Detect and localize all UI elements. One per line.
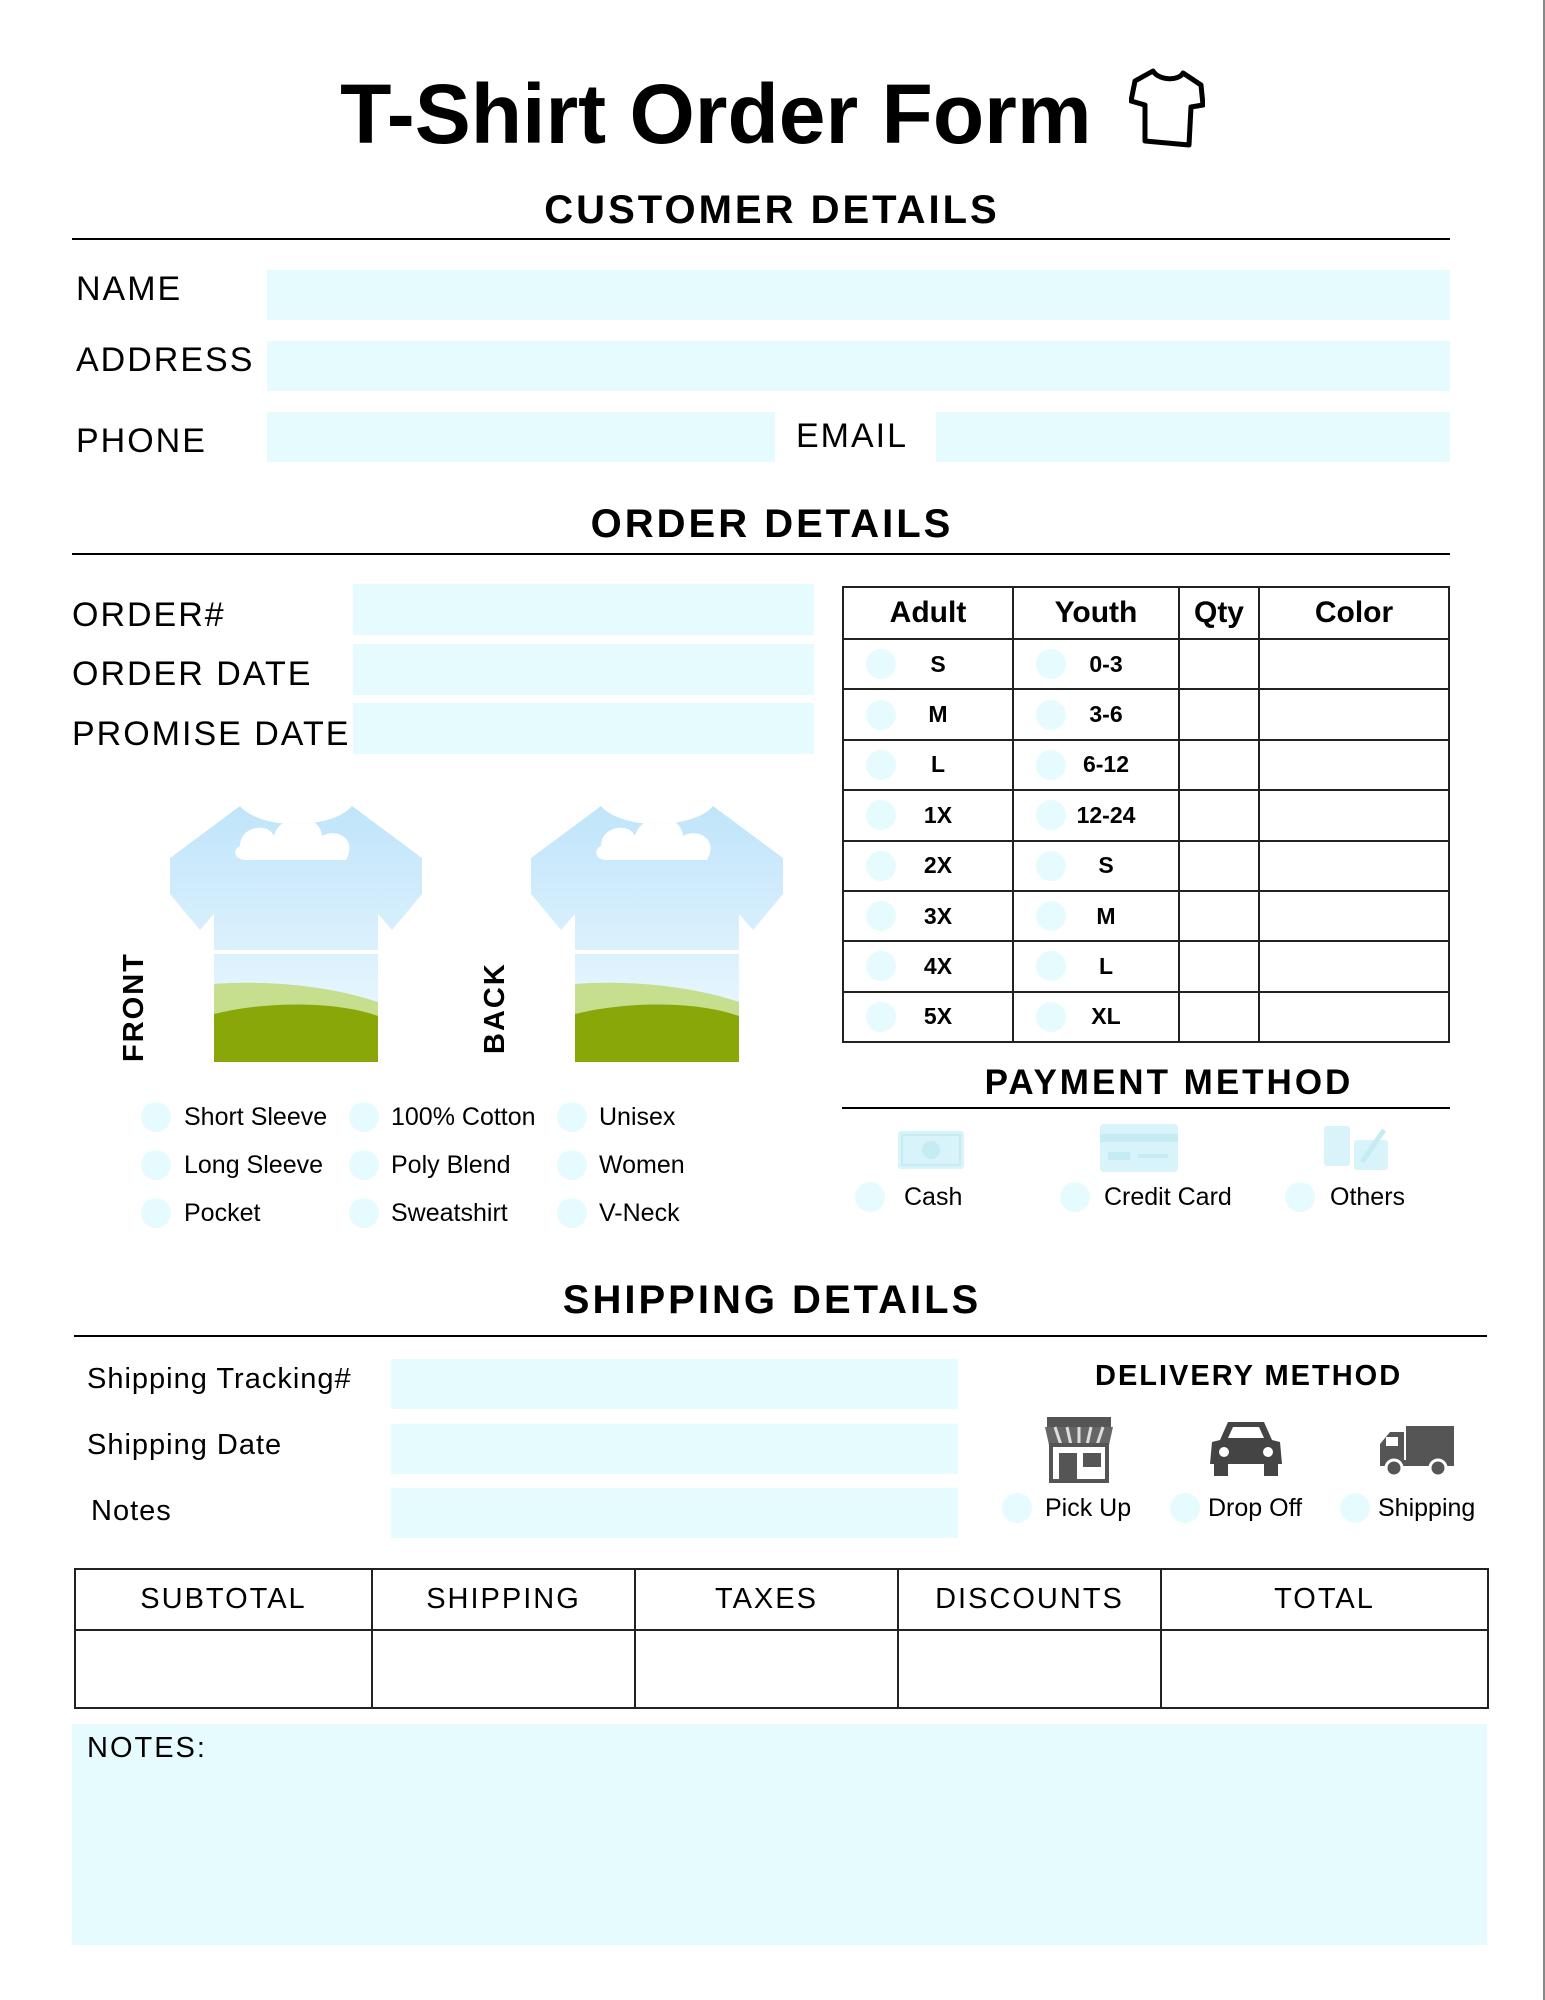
tshirt-icon [1129, 67, 1205, 149]
tracking-input[interactable] [391, 1359, 958, 1409]
adult-header: Adult [843, 587, 1013, 639]
adult-size-cell [843, 891, 1013, 941]
name-label: NAME [76, 270, 183, 308]
shipping-divider [74, 1335, 1487, 1337]
youth-size-radio[interactable] [1036, 901, 1066, 931]
adult-size-cell [843, 941, 1013, 991]
color-cell[interactable] [1259, 941, 1449, 991]
women-label: Women [599, 1151, 685, 1179]
pocket-label: Pocket [184, 1199, 261, 1227]
adult-size-label: 2X [923, 852, 953, 879]
page-title [0, 66, 1545, 163]
customer-details-heading: CUSTOMER DETAILS [544, 188, 1000, 232]
size-row [843, 891, 1449, 941]
adult-size-label: 1X [923, 801, 953, 828]
qty-cell[interactable] [1179, 790, 1259, 840]
women-radio[interactable] [557, 1150, 587, 1180]
qty-cell[interactable] [1179, 941, 1259, 991]
qty-cell[interactable] [1179, 841, 1259, 891]
discounts-header: DISCOUNTS [898, 1569, 1161, 1630]
subtotal-cell[interactable] [75, 1630, 372, 1708]
car-icon [1206, 1416, 1286, 1480]
youth-size-label: 0-3 [1089, 650, 1123, 677]
discounts-cell[interactable] [898, 1630, 1161, 1708]
youth-size-cell [1013, 689, 1179, 739]
qty-cell[interactable] [1179, 740, 1259, 790]
order-divider [72, 553, 1450, 555]
youth-size-radio[interactable] [1036, 1002, 1066, 1032]
address-input[interactable] [267, 341, 1450, 391]
pick-up-radio[interactable] [1002, 1493, 1032, 1523]
youth-size-cell [1013, 891, 1179, 941]
phone-input[interactable] [267, 412, 775, 462]
adult-size-cell [843, 740, 1013, 790]
back-label: BACK [479, 962, 511, 1054]
shipping-radio[interactable] [1340, 1493, 1370, 1523]
notes-area[interactable] [72, 1724, 1487, 1945]
youth-size-label: XL [1091, 1003, 1121, 1030]
youth-size-cell [1013, 639, 1179, 689]
cash-radio[interactable] [855, 1182, 885, 1212]
cotton-radio[interactable] [349, 1102, 379, 1132]
store-icon [1043, 1415, 1115, 1483]
youth-size-label: L [1098, 952, 1114, 979]
shipping-notes-input[interactable] [391, 1488, 958, 1538]
youth-size-cell [1013, 740, 1179, 790]
color-cell[interactable] [1259, 790, 1449, 840]
youth-size-label: S [1098, 852, 1114, 879]
credit-card-radio[interactable] [1060, 1182, 1090, 1212]
youth-size-label: 3-6 [1089, 701, 1123, 728]
adult-size-cell [843, 841, 1013, 891]
adult-size-label: L [930, 751, 946, 778]
youth-size-radio[interactable] [1036, 851, 1066, 881]
email-input[interactable] [936, 412, 1450, 462]
payment-divider [842, 1107, 1450, 1109]
color-cell[interactable] [1259, 891, 1449, 941]
v-neck-label: V-Neck [599, 1199, 680, 1227]
shipping-date-input[interactable] [391, 1424, 958, 1474]
others-label: Others [1330, 1183, 1406, 1211]
adult-size-cell [843, 790, 1013, 840]
size-row [843, 740, 1449, 790]
youth-size-cell [1013, 992, 1179, 1042]
shipping-label: Shipping [1378, 1494, 1476, 1522]
order-date-input[interactable] [353, 644, 814, 695]
sweatshirt-label: Sweatshirt [391, 1199, 508, 1227]
adult-size-radio[interactable] [866, 649, 896, 679]
adult-size-label: S [930, 650, 946, 677]
adult-size-label: M [928, 701, 948, 728]
front-label: FRONT [118, 952, 150, 1062]
totals-table [74, 1568, 1489, 1709]
qty-cell[interactable] [1179, 689, 1259, 739]
adult-size-cell [843, 639, 1013, 689]
poly-blend-radio[interactable] [349, 1150, 379, 1180]
title-text: T-Shirt Order Form [340, 67, 1092, 161]
pick-up-label: Pick Up [1045, 1494, 1132, 1522]
tracking-label: Shipping Tracking# [87, 1363, 352, 1395]
back-shirt-image [531, 802, 783, 1067]
order-number-label: ORDER# [72, 596, 226, 634]
delivery-method-heading: DELIVERY METHOD [1095, 1360, 1403, 1392]
customer-divider [72, 238, 1450, 240]
short-sleeve-label: Short Sleeve [184, 1103, 328, 1131]
youth-size-radio[interactable] [1036, 700, 1066, 730]
promise-date-input[interactable] [353, 703, 814, 754]
adult-size-radio[interactable] [866, 1002, 896, 1032]
youth-size-radio[interactable] [1036, 649, 1066, 679]
youth-size-cell [1013, 790, 1179, 840]
youth-header: Youth [1013, 587, 1179, 639]
others-payment-icon [1322, 1120, 1392, 1174]
others-radio[interactable] [1285, 1182, 1315, 1212]
order-details-heading: ORDER DETAILS [590, 502, 954, 546]
adult-size-radio[interactable] [866, 901, 896, 931]
sweatshirt-radio[interactable] [349, 1198, 379, 1228]
adult-size-radio[interactable] [866, 750, 896, 780]
cash-icon [896, 1125, 968, 1173]
adult-size-label: 4X [923, 952, 953, 979]
youth-size-label: 12-24 [1076, 801, 1136, 828]
address-label: ADDRESS [76, 341, 255, 379]
adult-size-label: 3X [923, 902, 953, 929]
color-cell[interactable] [1259, 841, 1449, 891]
adult-size-label: 5X [923, 1003, 953, 1030]
order-date-label: ORDER DATE [72, 655, 313, 693]
adult-size-radio[interactable] [866, 951, 896, 981]
youth-size-cell [1013, 841, 1179, 891]
unisex-radio[interactable] [557, 1102, 587, 1132]
color-cell[interactable] [1259, 639, 1449, 689]
pocket-radio[interactable] [141, 1198, 171, 1228]
credit-card-label: Credit Card [1104, 1183, 1232, 1211]
cotton-label: 100% Cotton [391, 1103, 536, 1131]
payment-method-heading: PAYMENT METHOD [984, 1063, 1354, 1102]
truck-icon [1378, 1422, 1456, 1480]
notes-label: NOTES: [87, 1732, 207, 1764]
phone-label: PHONE [76, 422, 207, 460]
size-table [842, 586, 1450, 1043]
adult-size-radio[interactable] [866, 851, 896, 881]
youth-size-label: 6-12 [1082, 751, 1130, 778]
drop-off-radio[interactable] [1170, 1493, 1200, 1523]
qty-cell[interactable] [1179, 992, 1259, 1042]
shipping-cell[interactable] [372, 1630, 635, 1708]
size-row [843, 941, 1449, 991]
shipping-header: SHIPPING [372, 1569, 635, 1630]
size-row [843, 992, 1449, 1042]
name-input[interactable] [267, 270, 1450, 320]
subtotal-header: SUBTOTAL [75, 1569, 372, 1630]
size-row [843, 790, 1449, 840]
shipping-notes-label: Notes [91, 1495, 172, 1527]
long-sleeve-label: Long Sleeve [184, 1151, 324, 1179]
size-row [843, 639, 1449, 689]
taxes-header: TAXES [635, 1569, 898, 1630]
promise-date-label: PROMISE DATE [72, 715, 351, 753]
poly-blend-label: Poly Blend [391, 1151, 511, 1179]
order-number-input[interactable] [353, 584, 814, 635]
cash-label: Cash [904, 1183, 963, 1211]
color-header: Color [1259, 587, 1449, 639]
taxes-cell[interactable] [635, 1630, 898, 1708]
youth-size-cell [1013, 941, 1179, 991]
unisex-label: Unisex [599, 1103, 676, 1131]
color-cell[interactable] [1259, 992, 1449, 1042]
short-sleeve-radio[interactable] [141, 1102, 171, 1132]
youth-size-radio[interactable] [1036, 951, 1066, 981]
youth-size-radio[interactable] [1036, 750, 1066, 780]
shipping-details-heading: SHIPPING DETAILS [562, 1278, 982, 1322]
credit-card-icon [1098, 1122, 1180, 1174]
adult-size-radio[interactable] [866, 700, 896, 730]
qty-cell[interactable] [1179, 639, 1259, 689]
total-cell[interactable] [1161, 1630, 1488, 1708]
email-label: EMAIL [796, 417, 909, 455]
qty-cell[interactable] [1179, 891, 1259, 941]
adult-size-cell [843, 689, 1013, 739]
size-row [843, 841, 1449, 891]
color-cell[interactable] [1259, 689, 1449, 739]
front-shirt-image [170, 802, 422, 1067]
shipping-date-label: Shipping Date [87, 1429, 283, 1461]
qty-header: Qty [1179, 587, 1259, 639]
color-cell[interactable] [1259, 740, 1449, 790]
adult-size-radio[interactable] [866, 800, 896, 830]
youth-size-label: M [1096, 902, 1116, 929]
adult-size-cell [843, 992, 1013, 1042]
long-sleeve-radio[interactable] [141, 1150, 171, 1180]
v-neck-radio[interactable] [557, 1198, 587, 1228]
size-row [843, 689, 1449, 739]
drop-off-label: Drop Off [1208, 1494, 1303, 1522]
total-header: TOTAL [1161, 1569, 1488, 1630]
